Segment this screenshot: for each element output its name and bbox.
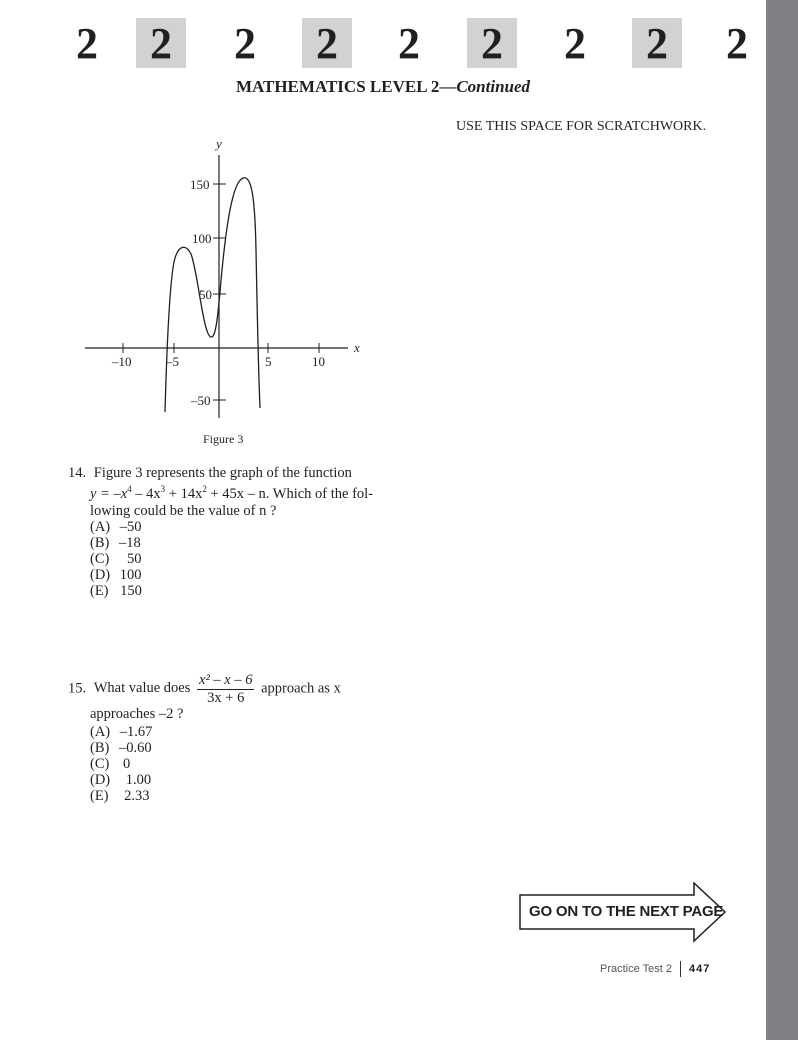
question-text: Figure 3 represents the graph of the function <box>93 465 352 481</box>
section-number: 2 <box>398 19 420 68</box>
section-number: 2 <box>632 18 682 68</box>
section-number: 2 <box>726 19 748 68</box>
scratchwork-note: USE THIS SPACE FOR SCRATCHWORK. <box>456 119 707 134</box>
question-text: lowing could be the value of n ? <box>90 502 277 519</box>
section-number: 2 <box>136 18 186 68</box>
answer-option[interactable]: (B) –18 <box>90 535 141 551</box>
answer-option[interactable]: (E) 2.33 <box>90 788 150 804</box>
y-tick-label: 150 <box>190 177 210 192</box>
section-number: 2 <box>234 19 256 68</box>
answer-option[interactable]: (C) 50 <box>90 551 142 567</box>
question-number: 14. <box>68 465 87 481</box>
question-14 <box>68 465 373 519</box>
answer-option[interactable]: (B) –0.60 <box>90 740 152 756</box>
answer-option[interactable]: (D) 1.00 <box>90 772 152 788</box>
x-tick-label: –10 <box>112 354 132 369</box>
y-tick-label: 50 <box>199 287 212 302</box>
title-main: MATHEMATICS LEVEL 2— <box>235 77 457 96</box>
title-continued: Continued <box>456 77 531 96</box>
next-page-label: GO ON TO THE NEXT PAGE <box>529 903 724 920</box>
equation-part: – 4x <box>135 486 161 503</box>
section-number: 2 <box>564 19 586 68</box>
x-tick-label: 10 <box>312 354 325 369</box>
equation-part: + 14x <box>168 486 203 503</box>
answer-option[interactable]: (C) 0 <box>90 756 131 772</box>
exponent: 3 <box>160 484 166 495</box>
section-number: 2 <box>467 18 517 68</box>
y-axis-label: y <box>216 136 222 151</box>
answer-option[interactable]: (A) –50 <box>90 519 142 535</box>
y-tick-label: 100 <box>192 231 212 246</box>
section-number: 2 <box>302 18 352 68</box>
answer-option[interactable]: (A) –1.67 <box>90 724 153 740</box>
y-tick-label: –50 <box>191 393 211 408</box>
figure-caption: Figure 3 <box>203 432 244 446</box>
page-number: 447 <box>688 962 711 975</box>
x-axis-label: x <box>354 340 360 355</box>
equation-part: + 45x – n. Which of the fol- <box>210 486 374 503</box>
question-text: approach as x <box>261 680 341 697</box>
side-bar <box>766 0 798 1040</box>
question-number: 15. <box>68 680 87 697</box>
section-number: 2 <box>76 19 98 68</box>
denominator: 3x + 6 <box>207 689 245 706</box>
answer-option[interactable]: (D) 100 <box>90 567 142 583</box>
answer-option[interactable]: (E) 150 <box>90 583 142 599</box>
equation-part: y = –x <box>90 486 128 503</box>
x-tick-label: 5 <box>265 354 272 369</box>
page-footer <box>600 961 710 977</box>
figure-3-graph <box>0 0 766 460</box>
x-tick-label: –5 <box>166 354 179 369</box>
function-curve <box>165 178 260 412</box>
exponent: 4 <box>127 484 132 495</box>
question-text: approaches –2 ? <box>90 706 184 722</box>
exponent: 2 <box>202 484 207 495</box>
question-15 <box>68 672 341 723</box>
fraction <box>197 672 254 706</box>
footer-section: Practice Test 2 <box>600 962 672 975</box>
numerator: x² – x – 6 <box>199 672 253 688</box>
question-text: What value does <box>93 680 191 697</box>
